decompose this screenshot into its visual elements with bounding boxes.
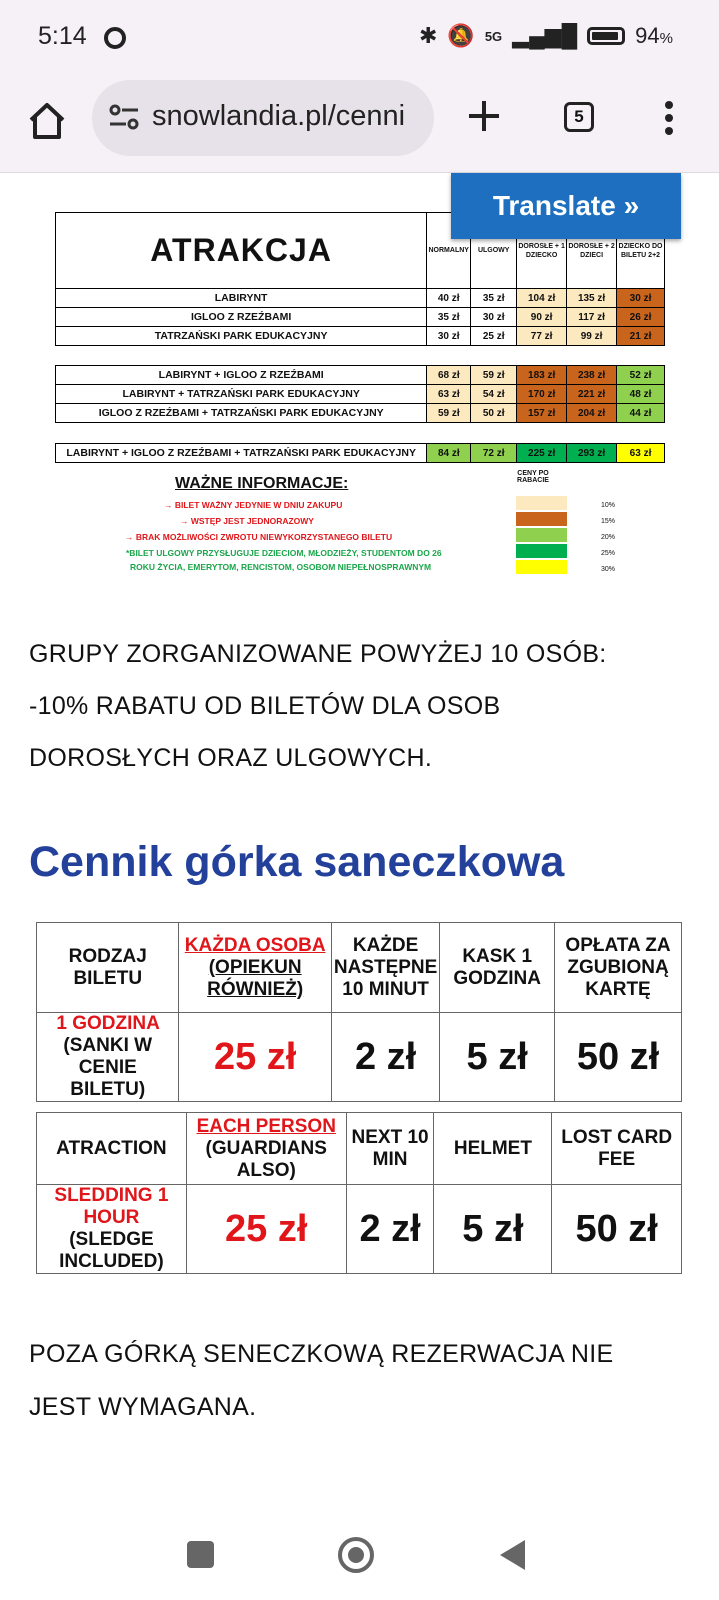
price-cell: 135 zł — [567, 289, 617, 308]
info-heading: WAŻNE INFORMACJE: — [175, 475, 349, 492]
table-title: ATRAKCJA — [56, 213, 427, 289]
status-icons — [419, 20, 673, 52]
header-next-10: NEXT 10 MIN — [346, 1113, 434, 1185]
new-tab-icon[interactable] — [466, 98, 502, 134]
ticket-type-cell — [37, 1013, 179, 1102]
price-cell: 44 zł — [617, 404, 665, 423]
price-cell: 183 zł — [517, 366, 567, 385]
home-nav-icon[interactable] — [338, 1537, 374, 1573]
sled-price-table-en — [36, 1112, 682, 1274]
price-cell: 52 zł — [617, 366, 665, 385]
price-cell: 25 zł — [471, 327, 517, 346]
header-helmet: KASK 1 GODZINA — [440, 923, 555, 1013]
footer-text-line: JEST WYMAGANA. — [29, 1393, 257, 1421]
price-cell: 104 zł — [517, 289, 567, 308]
info-line: ROKU ŻYCIA, EMERYTOM, RENCISTOM, OSOBOM NIEPEŁNOSPRAWNYM — [130, 562, 432, 572]
ticket-type-cell — [37, 1185, 187, 1274]
signal-icon: ▂▄▆█ — [512, 23, 578, 48]
sled-heading: Cennik górka saneczkowa — [29, 838, 565, 886]
price-cell: 225 zł — [517, 444, 567, 463]
price-cell: 293 zł — [567, 444, 617, 463]
price-cell: 59 zł — [471, 366, 517, 385]
price-cell: 59 zł — [427, 404, 471, 423]
header-attraction: ATRACTION — [37, 1113, 187, 1185]
table-row — [56, 385, 665, 404]
header-helmet: HELMET — [434, 1113, 552, 1185]
table-row — [56, 289, 665, 308]
full-combo-price-table — [55, 443, 665, 463]
header-family-1: DOROSŁE + 1 DZIECKO — [517, 213, 567, 289]
table-row — [56, 366, 665, 385]
groups-text-line: DOROSŁYCH ORAZ ULGOWYCH. — [29, 744, 433, 772]
price-cell: 63 zł — [617, 444, 665, 463]
info-line: → BRAK MOŻLIWOŚCI ZWROTU NIEWYKORZYSTANEGO BILETU — [125, 532, 393, 542]
price-cell: 21 zł — [617, 327, 665, 346]
price-cell: 50 zł — [552, 1185, 682, 1274]
legend-swatch — [516, 528, 567, 542]
footer-text-line: POZA GÓRKĄ SENECZKOWĄ REZERWACJA NIE — [29, 1340, 614, 1368]
legend-label: 10% — [601, 502, 616, 509]
price-cell: 50 zł — [471, 404, 517, 423]
price-cell: 25 zł — [186, 1185, 346, 1274]
table-row — [37, 1013, 682, 1102]
legend-label: 20% — [601, 534, 616, 541]
header-ulgowy: ULGOWY — [471, 213, 517, 289]
header-next-10: KAŻDE NASTĘPNE 10 MINUT — [331, 923, 439, 1013]
info-line: → WSTĘP JEST JEDNORAZOWY — [180, 516, 314, 526]
price-cell: 90 zł — [517, 308, 567, 327]
info-line: *BILET ULGOWY PRZYSŁUGUJE DZIECIOM, MŁODZIEŻY, STUDENTOM DO 26 — [126, 548, 442, 558]
price-cell: 35 zł — [471, 289, 517, 308]
table-row — [56, 308, 665, 327]
attraction-name: TATRZAŃSKI PARK EDUKACYJNY — [56, 327, 427, 346]
status-time: 5:14 — [38, 22, 87, 50]
price-cell: 72 zł — [471, 444, 517, 463]
header-each-person — [179, 923, 331, 1013]
ticket-type-note: (SANKI W CENIE BILETU) — [63, 1035, 153, 1100]
signal-label: 5G — [484, 28, 503, 44]
attraction-name: LABIRYNT — [56, 289, 427, 308]
legend-title: CENY PO RABACIE — [517, 470, 549, 484]
price-cell: 170 zł — [517, 385, 567, 404]
legend-label: 25% — [601, 550, 616, 557]
table-row — [56, 327, 665, 346]
header-child-2plus2: DZIECKO DO BILETU 2+2 — [617, 213, 665, 289]
site-settings-icon[interactable] — [108, 102, 140, 132]
price-cell: 35 zł — [427, 308, 471, 327]
header-each-person-note: (OPIEKUN RÓWNIEŻ) — [207, 956, 304, 1000]
price-cell: 2 zł — [346, 1185, 434, 1274]
header-lost-card: LOST CARD FEE — [552, 1113, 682, 1185]
price-cell: 54 zł — [471, 385, 517, 404]
table-row — [56, 444, 665, 463]
legend-swatch — [516, 560, 567, 574]
price-cell: 2 zł — [331, 1013, 439, 1102]
attraction-name: LABIRYNT + TATRZAŃSKI PARK EDUKACYJNY — [56, 385, 427, 404]
combo-price-table — [55, 365, 665, 423]
ticket-type-label: SLEDDING 1 HOUR — [54, 1185, 169, 1228]
price-cell: 221 zł — [567, 385, 617, 404]
home-icon[interactable] — [26, 100, 68, 142]
recents-icon[interactable] — [187, 1541, 214, 1568]
info-line: → BILET WAŻNY JEDYNIE W DNIU ZAKUPU — [164, 500, 343, 510]
attraction-name: LABIRYNT + IGLOO Z RZEŹBAMI + TATRZAŃSKI PARK EDUKACYJNY — [56, 444, 427, 463]
url-text[interactable]: snowlandia.pl/cenni — [152, 100, 406, 132]
legend-swatch — [516, 496, 567, 510]
price-cell: 63 zł — [427, 385, 471, 404]
price-cell: 5 zł — [434, 1185, 552, 1274]
price-cell: 68 zł — [427, 366, 471, 385]
header-lost-card: OPŁATA ZA ZGUBIONĄ KARTĘ — [555, 923, 682, 1013]
price-cell: 5 zł — [440, 1013, 555, 1102]
table-row — [37, 1185, 682, 1274]
more-menu-icon[interactable] — [664, 100, 674, 136]
recording-icon — [104, 27, 126, 49]
groups-text-line: -10% RABATU OD BILETÓW DLA OSOB — [29, 692, 501, 720]
price-cell: 30 zł — [471, 308, 517, 327]
header-each-person-label: EACH PERSON — [196, 1115, 336, 1137]
price-cell: 238 zł — [567, 366, 617, 385]
price-cell: 157 zł — [517, 404, 567, 423]
header-each-person — [186, 1113, 346, 1185]
legend-label: 15% — [601, 518, 616, 525]
header-ticket-type: RODZAJ BILETU — [37, 923, 179, 1013]
table-row — [56, 404, 665, 423]
attraction-name: IGLOO Z RZEŹBAMI — [56, 308, 427, 327]
groups-text-line: GRUPY ZORGANIZOWANE POWYŻEJ 10 OSÓB: — [29, 640, 607, 668]
price-cell: 30 zł — [617, 289, 665, 308]
attraction-name: LABIRYNT + IGLOO Z RZEŹBAMI — [56, 366, 427, 385]
mute-icon: 🔕 — [447, 23, 475, 48]
sled-price-table-pl — [36, 922, 682, 1102]
price-cell: 84 zł — [427, 444, 471, 463]
price-cell: 25 zł — [179, 1013, 331, 1102]
price-cell: 26 zł — [617, 308, 665, 327]
back-icon[interactable] — [500, 1540, 525, 1570]
header-each-person-label: KAŻDA OSOBA — [184, 934, 326, 956]
legend-label: 30% — [601, 566, 616, 573]
price-cell: 30 zł — [427, 327, 471, 346]
price-cell: 117 zł — [567, 308, 617, 327]
price-cell: 204 zł — [567, 404, 617, 423]
header-each-person-note: (GUARDIANS ALSO) — [205, 1137, 327, 1181]
price-cell: 40 zł — [427, 289, 471, 308]
translate-button[interactable]: Translate » — [451, 173, 681, 239]
battery-icon — [587, 27, 625, 45]
legend-swatch — [516, 512, 567, 526]
status-bar — [0, 0, 719, 76]
battery-percent: 94% — [635, 23, 673, 48]
legend-swatch — [516, 544, 567, 558]
price-cell: 99 zł — [567, 327, 617, 346]
price-cell: 48 zł — [617, 385, 665, 404]
price-cell: 50 zł — [555, 1013, 682, 1102]
attraction-name: IGLOO Z RZEŹBAMI + TATRZAŃSKI PARK EDUKACYJNY — [56, 404, 427, 423]
price-cell: 77 zł — [517, 327, 567, 346]
tab-switcher-button[interactable]: 5 — [564, 102, 594, 132]
bluetooth-icon: ✱ — [418, 23, 438, 48]
ticket-type-note: (SLEDGE INCLUDED) — [59, 1229, 164, 1272]
ticket-type-label: 1 GODZINA — [56, 1013, 160, 1034]
header-normalny: NORMALNY — [427, 213, 471, 289]
header-family-2: DOROSŁE + 2 DZIECI — [567, 213, 617, 289]
